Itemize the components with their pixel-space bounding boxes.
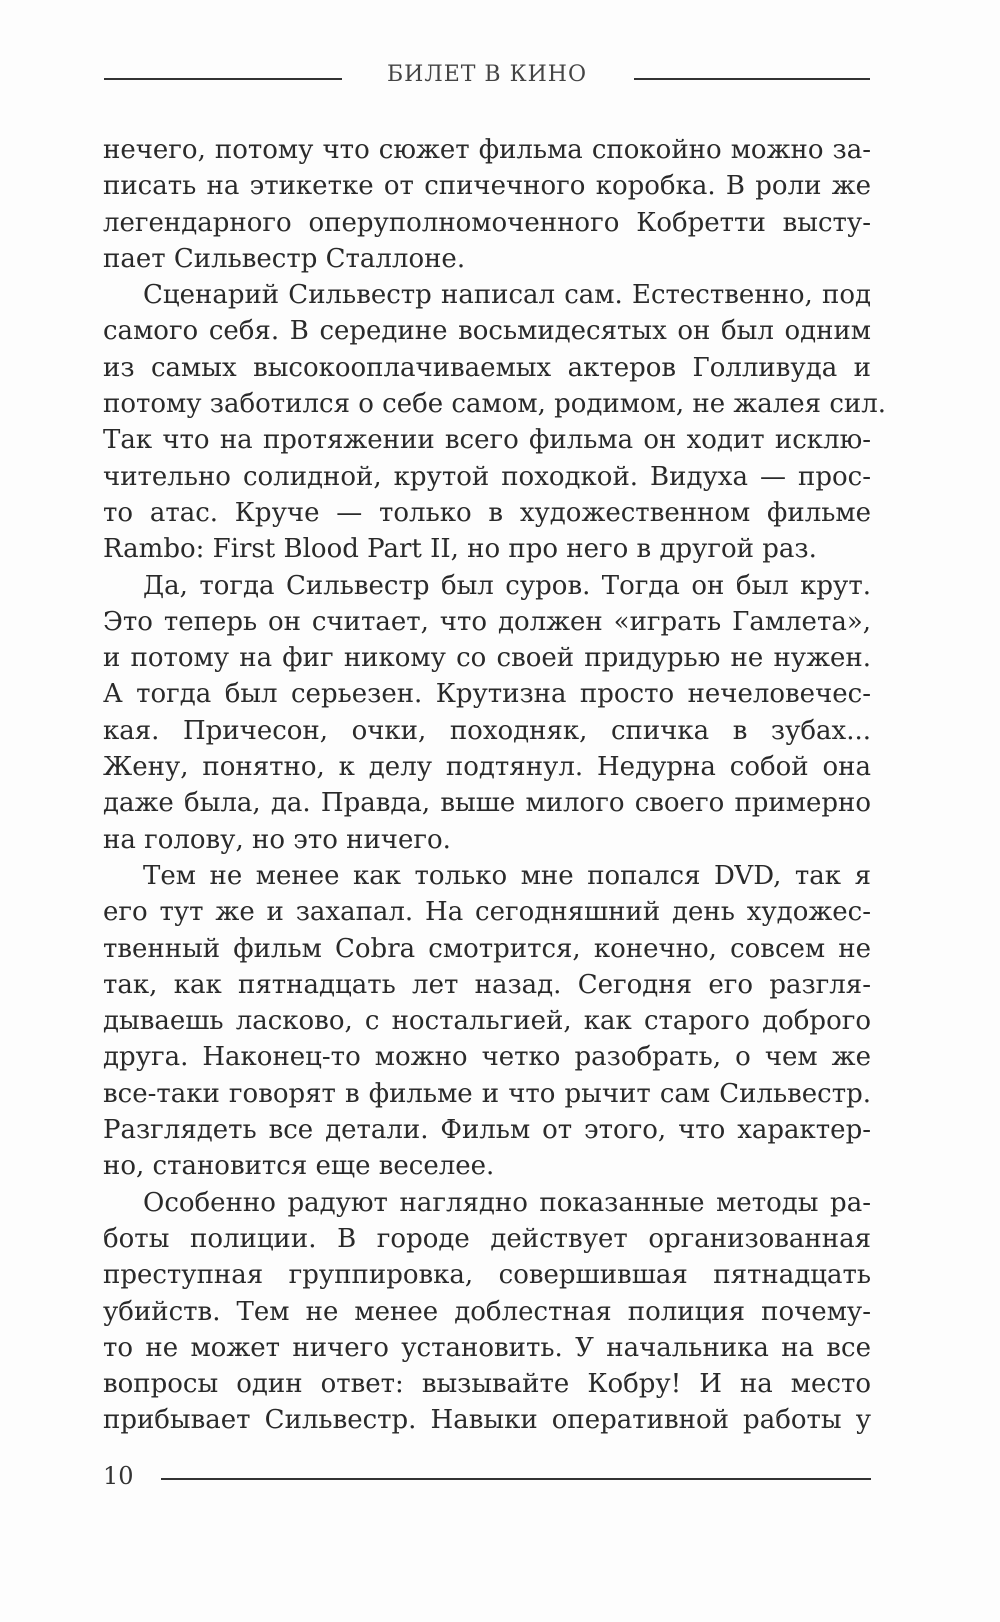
page-number: 10 <box>103 1462 134 1490</box>
text-line: боты полиции. В городе действует организованная <box>103 1223 871 1254</box>
text-line: А тогда был серьезен. Крутизна просто нечеловечес- <box>103 679 871 710</box>
text-line: Это теперь он считает, что должен «играть Гамлета», <box>103 606 871 637</box>
text-line: Тем не менее как только мне попался DVD, так я <box>143 860 871 891</box>
text-line: но, становится еще веселее. <box>103 1151 495 1182</box>
text-line: его тут же и захапал. На сегодняшний день художес- <box>103 897 871 928</box>
text-line: пает Сильвестр Сталлоне. <box>103 243 466 274</box>
paragraph <box>103 858 871 1185</box>
running-header <box>104 62 870 92</box>
text-line: из самых высокооплачиваемых актеров Голливуда и <box>103 352 871 383</box>
text-line: на голову, но это ничего. <box>103 824 451 855</box>
text-line: Да, тогда Сильвестр был суров. Тогда он был крут. <box>143 570 871 601</box>
text-line: нечего, потому что сюжет фильма спокойно можно за- <box>103 135 871 165</box>
body-text <box>103 132 887 1439</box>
text-line: писать на этикетке от спичечного коробка. В роли же <box>103 171 871 202</box>
text-line: Особенно радуют наглядно показанные методы ра- <box>143 1187 871 1218</box>
text-line: потому заботился о себе самом, родимом, не жалея сил. <box>103 389 887 420</box>
footer-rule <box>161 1478 871 1480</box>
text-line: и потому на фиг никому со своей придурью не нужен. <box>103 643 871 674</box>
running-header-title: БИЛЕТ В КИНО <box>386 62 588 87</box>
paragraph <box>103 568 871 858</box>
text-line: Rambo: First Blood Part II, но про него в другой раз. <box>103 534 817 565</box>
text-line: все-таки говорят в фильме и что рычит сам Сильвестр. <box>103 1078 871 1109</box>
text-line: то атас. Круче — только в художественном фильме <box>103 497 871 528</box>
text-line: Разглядеть все детали. Фильм от этого, что характер- <box>103 1115 871 1146</box>
text-line: преступная группировка, совершившая пятнадцать <box>103 1260 871 1291</box>
header-rule-right <box>634 78 870 80</box>
text-line: дываешь ласково, с ностальгией, как старого доброго <box>103 1006 871 1037</box>
text-line: самого себя. В середине восьмидесятых он был одним <box>103 316 871 347</box>
text-line: даже была, да. Правда, выше милого своего примерно <box>103 788 871 819</box>
text-line: друга. Наконец-то можно четко разобрать, о чем же <box>103 1042 871 1073</box>
paragraph <box>103 277 887 567</box>
text-line: Так что на протяжении всего фильма он ходит исклю- <box>103 425 871 456</box>
text-line: Жену, понятно, к делу подтянул. Недурна собой она <box>103 752 871 783</box>
paragraph <box>103 1185 871 1439</box>
text-line: то не может ничего установить. У начальника на все <box>103 1332 871 1363</box>
text-line: Сценарий Сильвестр написал сам. Естественно, под <box>143 280 871 311</box>
text-line: чительно солидной, крутой походкой. Видуха — прос- <box>103 461 871 492</box>
page-footer <box>103 1462 871 1492</box>
text-line: вопросы один ответ: вызывайте Кобру! И на место <box>103 1369 871 1400</box>
text-line: прибывает Сильвестр. Навыки оперативной работы у <box>103 1405 871 1436</box>
text-line: легендарного оперуполномоченного Кобретти высту- <box>103 207 871 238</box>
paragraph <box>103 132 871 277</box>
text-line: так, как пятнадцать лет назад. Сегодня его разгля- <box>103 969 871 1000</box>
text-line: убийств. Тем не менее доблестная полиция почему- <box>103 1296 871 1327</box>
text-line: твенный фильм Cobra смотрится, конечно, совсем не <box>103 933 871 964</box>
text-line: кая. Причесон, очки, походняк, спичка в зубах... <box>103 715 871 746</box>
